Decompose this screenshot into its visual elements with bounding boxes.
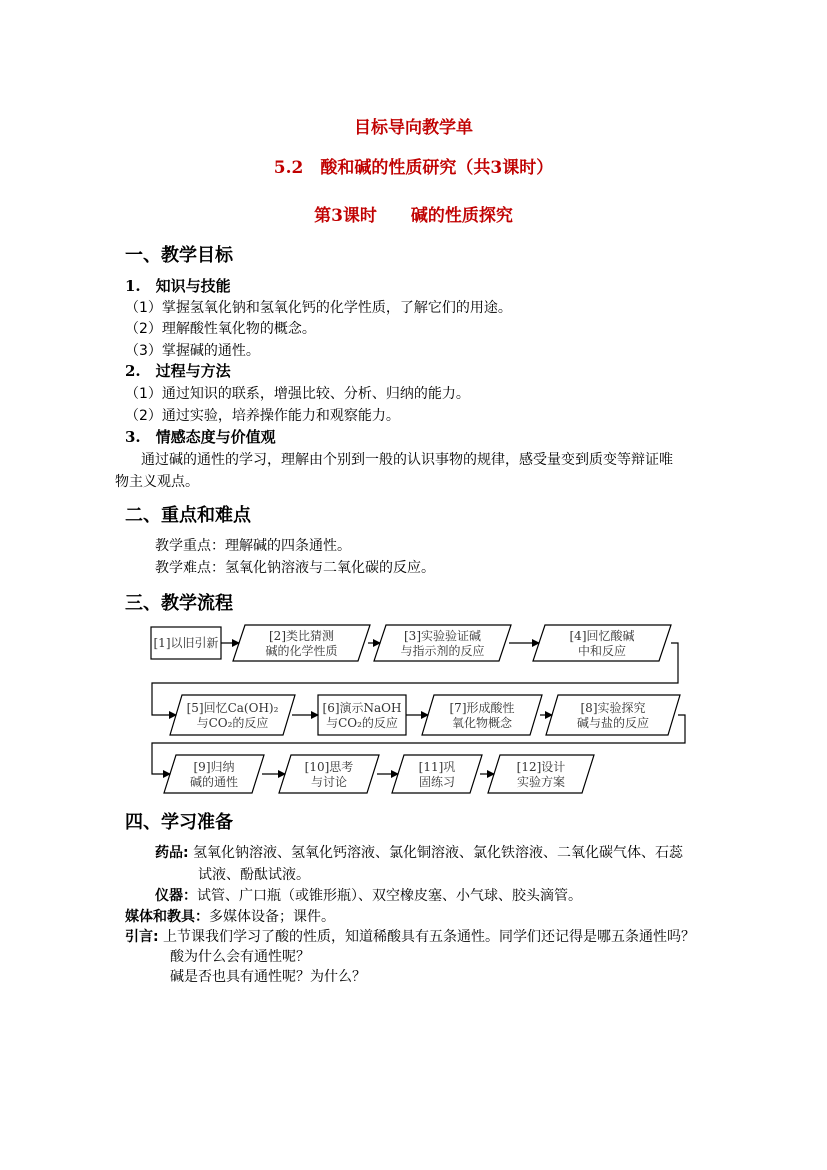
flow-step-label: [7]形成酸性 [449,701,515,715]
flow-step-label: 碱与盐的反应 [576,716,650,730]
objective-item: （1）掌握氢氧化钠和氢氧化钙的化学性质，了解它们的用途。 [125,300,512,316]
flow-step-label: 与CO₂的反应 [326,716,398,730]
flow-step-label: 中和反应 [577,644,627,658]
subheading-knowledge: 1. 知识与技能 [125,277,231,295]
flow-step-label: [2]类比猜测 [269,629,334,643]
flow-step-label: 氧化物概念 [451,716,513,730]
difficult-point: 教学难点：氢氧化钠溶液与二氧化碳的反应。 [155,560,435,576]
key-point: 教学重点：理解碱的四条通性。 [155,538,351,554]
intro-text-cont: 酸为什么会有通性呢？ [170,949,310,965]
drugs-text-cont: 试液、酚酞试液。 [198,867,310,883]
flow-step-label: [12]设计 [516,760,566,774]
flow-step-label: 与指示剂的反应 [400,644,485,658]
attitude-text: 通过碱的通性的学习，理解由个别到一般的认识事物的规律，感受量变到质变等辩证唯 [141,452,673,468]
subheading-attitude: 3. 情感态度与价值观 [125,428,276,446]
objective-item: （2）通过实验，培养操作能力和观察能力。 [125,408,400,424]
objective-item: （2）理解酸性氧化物的概念。 [125,321,316,337]
intro-label: 引言: [125,929,159,945]
instruments-text: 试管、广口瓶（或锥形瓶）、双空橡皮塞、小气球、胶头滴管。 [197,888,582,904]
section-heading-objectives: 一、教学目标 [125,245,233,266]
flow-step-label: 碱的化学性质 [265,644,338,658]
flow-step-label: [5]回忆Ca(OH)₂ [186,701,279,715]
intro-text-cont: 碱是否也具有通性呢？为什么？ [170,969,366,985]
flow-step-label: [8]实验探究 [580,701,646,715]
lesson-title: 5.2 酸和碱的性质研究（共3课时） [273,158,554,178]
attitude-text-cont: 物主义观点。 [115,474,199,490]
section-heading-preparation: 四、学习准备 [125,812,233,833]
subheading-process: 2. 过程与方法 [125,362,231,380]
media-label: 媒体和教具： [125,909,209,925]
section-heading-keypoints: 二、重点和难点 [125,505,251,526]
instruments-label: 仪器： [155,888,197,904]
flow-step-label: [10]思考 [304,760,354,774]
period-title: 第3课时 碱的性质探究 [314,206,513,226]
flow-step-label: [1]以旧引新 [153,636,219,650]
instruments-line [155,885,582,905]
flow-step-label: 与讨论 [310,775,348,789]
flow-step-label: 碱的通性 [189,775,239,789]
section-heading-flow: 三、教学流程 [125,593,233,614]
flow-step-label: [9]归纳 [193,760,235,774]
flow-step-label: [11]巩 [418,760,456,774]
objective-item: （1）通过知识的联系，增强比较、分析、归纳的能力。 [125,386,470,402]
media-text: 多媒体设备；课件。 [209,909,335,925]
drugs-text: 氢氧化钠溶液、氢氧化钙溶液、氯化铜溶液、氯化铁溶液、二氧化碳气体、石蕊 [188,845,684,861]
teaching-flow-diagram [140,615,700,800]
intro-line [125,926,695,946]
media-line [125,906,335,926]
flow-step-label: 与CO₂的反应 [196,716,269,730]
drugs-label: 药品: [155,845,189,861]
intro-text: 上节课我们学习了酸的性质，知道稀酸具有五条通性。同学们还记得是哪五条通性吗？ [158,929,696,945]
flow-step-label: 固练习 [418,775,456,789]
flow-step-label: [6]演示NaOH [322,701,402,715]
page-title: 目标导向教学单 [354,118,473,138]
flow-step-label: 实验方案 [516,775,566,789]
flow-step-label: [3]实验验证碱 [404,629,481,643]
drugs-line [155,842,683,862]
flow-step-label: [4]回忆酸碱 [569,629,635,643]
objective-item: （3）掌握碱的通性。 [125,343,260,359]
